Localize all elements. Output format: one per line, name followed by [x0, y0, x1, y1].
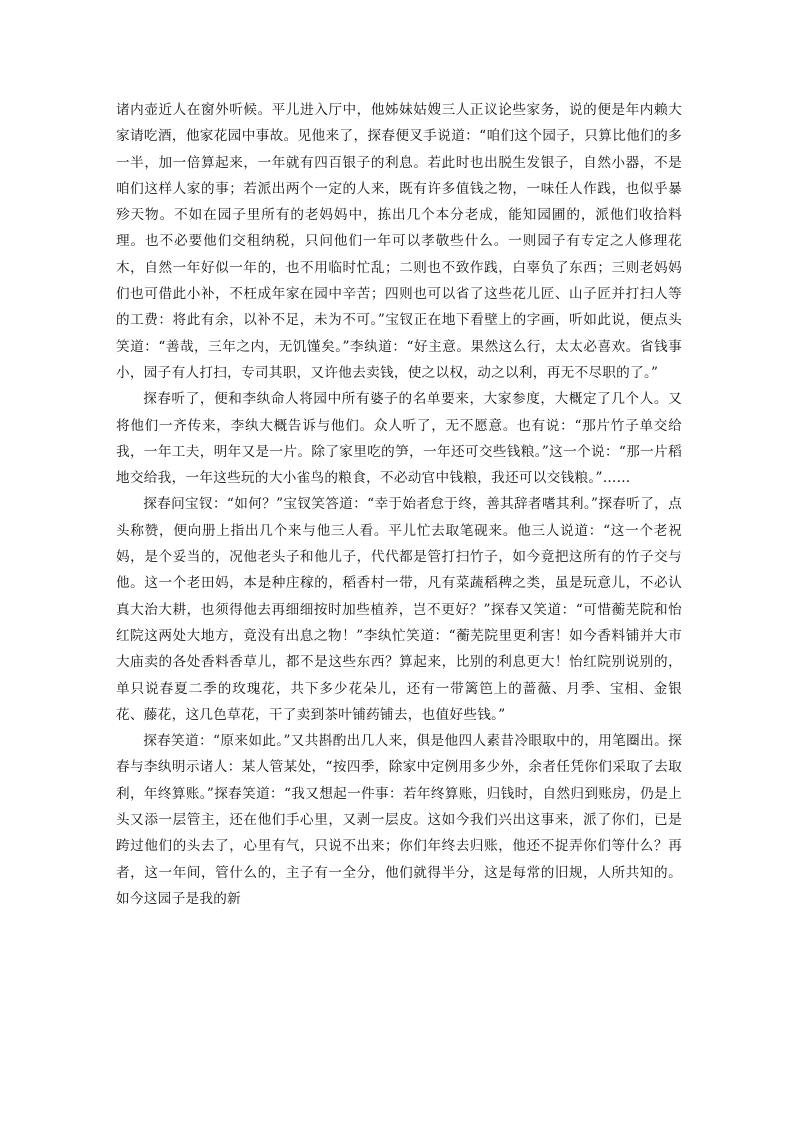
paragraph-1: 诸内壶近人在窗外听候。平儿进入厅中，他姊妹姑嫂三人正议论些家务，说的便是年内赖大家请吃酒，他家花园中事故。见他来了，探春便叉手说道：“咱们这个园子，只算比他们的多一半，加一倍算起来，一年就有四百银子的利息。若此时也出脱生发银子，自然小器，不是咱们这样人家的事；若派出两个一定的人来，既有许多值钱之物，一味任人作践，也似乎暴殄天物。不如在园子里所有的老妈妈中，拣出几个本分老成，能知园圃的，派他们收拾料理。也不必要他们交租纳税，只问他们一年可以孝敬些什么。一则园子有专定之人修理花木，自然一年好似一年的，也不用临时忙乱；二则也不致作践，白辜负了东西；三则老妈妈们也可借此小补，不枉成年家在园中辛苦；四则也可以省了这些花儿匠、山子匠并打扫人等的工费：将此有余，以补不足，未为不可。”宝钗正在地下看壁上的字画，听如此说，便点头笑道：“善哉，三年之内，无饥馑矣。”李纨道：“好主意。果然这么行，太太必喜欢。省钱事小，园子有人打扫，专司其职，又许他去卖钱，使之以权，动之以利，再无不尽职的了。”: [116, 102, 682, 381]
paragraph-4: 探春笑道：“原来如此。”又共斟酌出几人来，俱是他四人素昔冷眼取中的，用笔圈出。探春与李纨明示诸人：某人管某处，“按四季，除家中定例用多少外，余者任凭你们采取了去取利，年终算账。”探春笑道：“我又想起一件事：若年终算账，归钱时，自然归到账房，仍是上头又添一层管主，还在他们手心里，又剥一层皮。这如今我们兴出这事来，派了你们，已是跨过他们的头去了，心里有气，只说不出来；你们年终去归账，他还不捉弄你们等什么？再者，这一年间，管什么的，主子有一全分，他们就得半分，这是每常的旧规，人所共知的。如今这园子是我的新: [116, 733, 682, 907]
paragraph-2: 探春听了，便和李纨命人将园中所有婆子的名单要来，大家参度，大概定了几个人。又将他们一齐传来，李纨大概告诉与他们。众人听了，无不愿意。也有说：“那片竹子单交给我，一年工夫，明年又是一片。除了家里吃的笋，一年还可交些钱粮。”这一个说：“那一片稻地交给我，一年这些玩的大小雀鸟的粮食，不必动官中钱粮，我还可以交钱粮。”……: [116, 391, 682, 487]
body-text: [116, 97, 682, 912]
paragraph-3: 探春问宝钗：“如何？”宝钗笑答道：“幸于始者怠于终，善其辞者嗜其利。”探春听了，点头称赞，便向册上指出几个来与他三人看。平儿忙去取笔砚来。他三人说道：“这一个老祝妈，是个妥当的，况他老头子和他儿子，代代都是管打扫竹子，如今竟把这所有的竹子交与他。这一个老田妈，本是种庄稼的，稻香村一带，凡有菜蔬稻稗之类，虽是玩意儿，不必认真大治大耕，也须得他去再细细按时加些植养，岂不更好？”探春又笑道：“可惜蘅芜院和怡红院这两处大地方，竟没有出息之物！”李纨忙笑道：“蘅芜院里更利害！如今香料铺并大市大庙卖的各处香料香草儿，都不是这些东西？算起来，比别的利息更大！怡红院别说别的，单只说春夏二季的玫瑰花，共下多少花朵儿，还有一带篱笆上的蔷薇、月季、宝相、金银花、藤花，这几色草花，干了卖到茶叶铺药铺去，也值好些钱。”: [116, 496, 682, 723]
